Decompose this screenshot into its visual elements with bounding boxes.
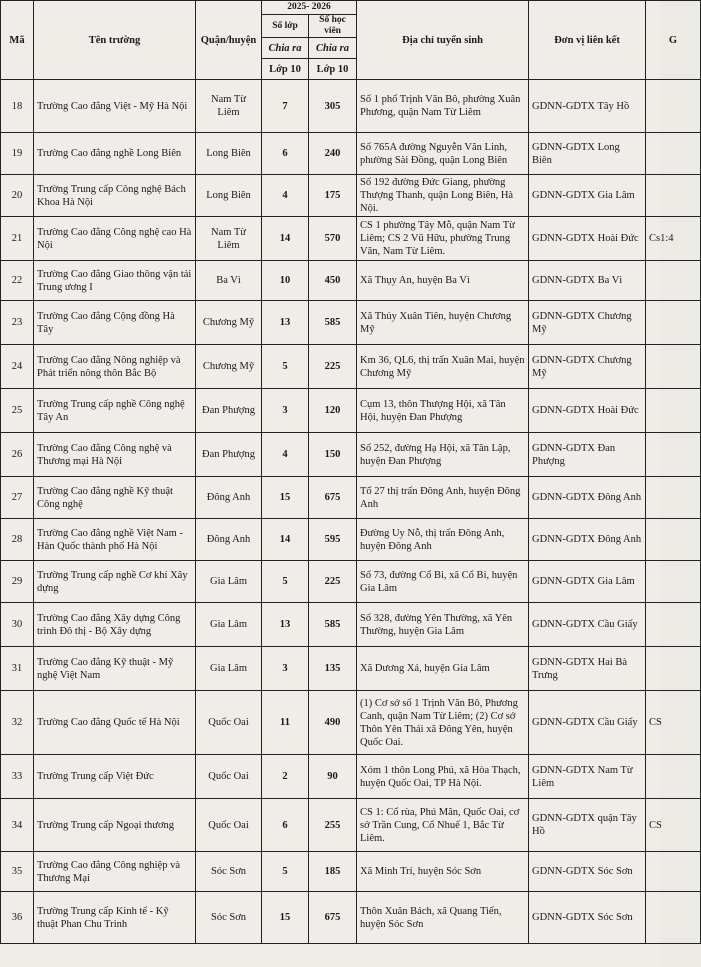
header-so-lop: Số lớp bbox=[262, 15, 309, 38]
row-ma: 23 bbox=[1, 301, 34, 345]
row-extra bbox=[646, 852, 701, 892]
row-dia-chi: Xã Dương Xá, huyện Gia Lâm bbox=[357, 647, 529, 691]
row-extra bbox=[646, 647, 701, 691]
row-quan-huyen: Sóc Sơn bbox=[196, 852, 262, 892]
row-don-vi: GDNN-GDTX Hai Bà Trưng bbox=[529, 647, 646, 691]
row-so-hoc-vien: 585 bbox=[309, 603, 357, 647]
row-so-hoc-vien: 150 bbox=[309, 433, 357, 477]
header-chia-ra-1: Chia ra bbox=[262, 38, 309, 59]
row-quan-huyen: Nam Từ Liêm bbox=[196, 80, 262, 133]
row-so-lop: 14 bbox=[262, 519, 309, 561]
row-extra bbox=[646, 175, 701, 217]
header-year: 2025- 2026 bbox=[262, 1, 357, 15]
header-so-hoc-vien: Số học viên bbox=[309, 15, 357, 38]
row-extra: Cs1:4 bbox=[646, 217, 701, 261]
row-so-lop: 15 bbox=[262, 892, 309, 944]
row-don-vi: GDNN-GDTX Hoài Đức bbox=[529, 389, 646, 433]
table-row bbox=[1, 80, 701, 133]
row-so-lop: 4 bbox=[262, 175, 309, 217]
table-row bbox=[1, 301, 701, 345]
row-ten-truong: Trường Cao đẳng Cộng đồng Hà Tây bbox=[34, 301, 196, 345]
row-so-hoc-vien: 675 bbox=[309, 477, 357, 519]
row-ten-truong: Trường Cao đẳng Xây dựng Công trình Đô thị - Bộ Xây dựng bbox=[34, 603, 196, 647]
row-ten-truong: Trường Trung cấp Kinh tế - Kỹ thuật Phan Chu Trinh bbox=[34, 892, 196, 944]
table-row bbox=[1, 261, 701, 301]
row-dia-chi: Xóm 1 thôn Long Phú, xã Hòa Thạch, huyện Quốc Oai, TP Hà Nội. bbox=[357, 755, 529, 799]
row-dia-chi: Số 328, đường Yên Thường, xã Yên Thường, huyện Gia Lâm bbox=[357, 603, 529, 647]
row-extra: CS bbox=[646, 691, 701, 755]
row-dia-chi: Đường Uy Nỗ, thị trấn Đông Anh, huyện Đông Anh bbox=[357, 519, 529, 561]
row-don-vi: GDNN-GDTX Sóc Sơn bbox=[529, 852, 646, 892]
row-don-vi: GDNN-GDTX Sóc Sơn bbox=[529, 892, 646, 944]
header-don-vi: Đơn vị liên kết bbox=[529, 1, 646, 80]
row-extra bbox=[646, 345, 701, 389]
row-ma: 20 bbox=[1, 175, 34, 217]
table-row bbox=[1, 755, 701, 799]
row-ten-truong: Trường Trung cấp nghề Cơ khí Xây dựng bbox=[34, 561, 196, 603]
row-so-lop: 3 bbox=[262, 389, 309, 433]
row-ma: 25 bbox=[1, 389, 34, 433]
row-extra bbox=[646, 603, 701, 647]
row-extra bbox=[646, 755, 701, 799]
row-quan-huyen: Gia Lâm bbox=[196, 561, 262, 603]
row-ten-truong: Trường Cao đẳng Việt - Mỹ Hà Nội bbox=[34, 80, 196, 133]
row-extra bbox=[646, 561, 701, 603]
row-dia-chi: Số 73, đường Cổ Bi, xã Cổ Bi, huyện Gia Lâm bbox=[357, 561, 529, 603]
row-ma: 32 bbox=[1, 691, 34, 755]
row-extra bbox=[646, 261, 701, 301]
row-so-lop: 13 bbox=[262, 603, 309, 647]
row-so-lop: 15 bbox=[262, 477, 309, 519]
row-ten-truong: Trường Cao đẳng nghề Kỹ thuật Công nghệ bbox=[34, 477, 196, 519]
header-quan-huyen: Quận/huyện bbox=[196, 1, 262, 80]
row-so-hoc-vien: 255 bbox=[309, 799, 357, 852]
row-so-hoc-vien: 240 bbox=[309, 133, 357, 175]
row-so-hoc-vien: 175 bbox=[309, 175, 357, 217]
row-quan-huyen: Quốc Oai bbox=[196, 799, 262, 852]
row-ma: 24 bbox=[1, 345, 34, 389]
row-ma: 31 bbox=[1, 647, 34, 691]
row-extra: CS bbox=[646, 799, 701, 852]
row-so-lop: 2 bbox=[262, 755, 309, 799]
row-dia-chi: Xã Thủy Xuân Tiên, huyện Chương Mỹ bbox=[357, 301, 529, 345]
row-dia-chi: (1) Cơ sở số 1 Trịnh Văn Bô, Phương Canh, quận Nam Từ Liêm; (2) Cơ sở Thôn Yên Thái xã Đông Yên, huyện Quốc Oai. bbox=[357, 691, 529, 755]
row-ten-truong: Trường Cao đẳng Giao thông vận tải Trung ương I bbox=[34, 261, 196, 301]
row-don-vi: GDNN-GDTX Cầu Giấy bbox=[529, 691, 646, 755]
row-dia-chi: Km 36, QL6, thị trấn Xuân Mai, huyện Chương Mỹ bbox=[357, 345, 529, 389]
row-dia-chi: Số 1 phố Trịnh Văn Bô, phường Xuân Phương, quận Nam Từ Liêm bbox=[357, 80, 529, 133]
row-ma: 29 bbox=[1, 561, 34, 603]
row-so-lop: 6 bbox=[262, 799, 309, 852]
row-dia-chi: Thôn Xuân Bách, xã Quang Tiến, huyện Sóc Sơn bbox=[357, 892, 529, 944]
table-row bbox=[1, 175, 701, 217]
row-ten-truong: Trường Cao đẳng Quốc tế Hà Nội bbox=[34, 691, 196, 755]
row-so-hoc-vien: 225 bbox=[309, 345, 357, 389]
row-don-vi: GDNN-GDTX Đông Anh bbox=[529, 519, 646, 561]
row-don-vi: GDNN-GDTX Ba Vì bbox=[529, 261, 646, 301]
header-dia-chi: Địa chỉ tuyển sinh bbox=[357, 1, 529, 80]
row-ma: 30 bbox=[1, 603, 34, 647]
table-row bbox=[1, 519, 701, 561]
row-quan-huyen: Gia Lâm bbox=[196, 647, 262, 691]
row-quan-huyen: Ba Vì bbox=[196, 261, 262, 301]
row-quan-huyen: Quốc Oai bbox=[196, 755, 262, 799]
table-row bbox=[1, 561, 701, 603]
row-so-hoc-vien: 305 bbox=[309, 80, 357, 133]
row-don-vi: GDNN-GDTX Đan Phượng bbox=[529, 433, 646, 477]
row-don-vi: GDNN-GDTX Chương Mỹ bbox=[529, 345, 646, 389]
row-so-lop: 11 bbox=[262, 691, 309, 755]
row-quan-huyen: Đông Anh bbox=[196, 477, 262, 519]
row-ma: 35 bbox=[1, 852, 34, 892]
row-quan-huyen: Nam Từ Liêm bbox=[196, 217, 262, 261]
row-dia-chi: CS 1 phường Tây Mỗ, quận Nam Từ Liêm; CS 2 Vũ Hữu, phường Trung Văn, Nam Từ Liêm. bbox=[357, 217, 529, 261]
row-ten-truong: Trường Cao đẳng Công nghệ và Thương mại Hà Nội bbox=[34, 433, 196, 477]
table-row bbox=[1, 691, 701, 755]
row-don-vi: GDNN-GDTX Cầu Giấy bbox=[529, 603, 646, 647]
row-extra bbox=[646, 433, 701, 477]
table-row bbox=[1, 433, 701, 477]
row-quan-huyen: Quốc Oai bbox=[196, 691, 262, 755]
row-so-hoc-vien: 185 bbox=[309, 852, 357, 892]
row-so-lop: 4 bbox=[262, 433, 309, 477]
row-quan-huyen: Đông Anh bbox=[196, 519, 262, 561]
row-so-hoc-vien: 450 bbox=[309, 261, 357, 301]
row-so-lop: 3 bbox=[262, 647, 309, 691]
row-ten-truong: Trường Cao đẳng Công nghiệp và Thương Mại bbox=[34, 852, 196, 892]
row-dia-chi: Xã Minh Trí, huyện Sóc Sơn bbox=[357, 852, 529, 892]
row-don-vi: GDNN-GDTX Nam Từ Liêm bbox=[529, 755, 646, 799]
row-dia-chi: Cụm 13, thôn Thượng Hội, xã Tân Hội, huyện Đan Phượng bbox=[357, 389, 529, 433]
header-chia-ra-2: Chia ra bbox=[309, 38, 357, 59]
row-don-vi: GDNN-GDTX Đông Anh bbox=[529, 477, 646, 519]
row-so-lop: 10 bbox=[262, 261, 309, 301]
row-don-vi: GDNN-GDTX Chương Mỹ bbox=[529, 301, 646, 345]
row-dia-chi: Xã Thụy An, huyện Ba Vì bbox=[357, 261, 529, 301]
row-extra bbox=[646, 477, 701, 519]
row-don-vi: GDNN-GDTX Hoài Đức bbox=[529, 217, 646, 261]
row-dia-chi: CS 1: Cổ rùa, Phú Mãn, Quốc Oai, cơ sở Trần Cung, Cổ Nhuế 1, Bắc Từ Liêm. bbox=[357, 799, 529, 852]
row-ten-truong: Trường Cao đẳng nghề Việt Nam - Hàn Quốc thành phố Hà Nội bbox=[34, 519, 196, 561]
row-so-lop: 5 bbox=[262, 852, 309, 892]
row-quan-huyen: Đan Phượng bbox=[196, 389, 262, 433]
row-ma: 21 bbox=[1, 217, 34, 261]
table-row bbox=[1, 345, 701, 389]
row-so-hoc-vien: 490 bbox=[309, 691, 357, 755]
row-ma: 28 bbox=[1, 519, 34, 561]
row-extra bbox=[646, 389, 701, 433]
row-so-lop: 13 bbox=[262, 301, 309, 345]
row-so-hoc-vien: 225 bbox=[309, 561, 357, 603]
row-ten-truong: Trường Trung cấp Việt Đức bbox=[34, 755, 196, 799]
row-don-vi: GDNN-GDTX Tây Hồ bbox=[529, 80, 646, 133]
row-so-lop: 6 bbox=[262, 133, 309, 175]
row-ma: 36 bbox=[1, 892, 34, 944]
row-ma: 33 bbox=[1, 755, 34, 799]
row-don-vi: GDNN-GDTX Gia Lâm bbox=[529, 175, 646, 217]
row-ma: 27 bbox=[1, 477, 34, 519]
table-row bbox=[1, 133, 701, 175]
table-row bbox=[1, 603, 701, 647]
row-quan-huyen: Đan Phượng bbox=[196, 433, 262, 477]
row-extra bbox=[646, 80, 701, 133]
row-don-vi: GDNN-GDTX Gia Lâm bbox=[529, 561, 646, 603]
row-so-hoc-vien: 595 bbox=[309, 519, 357, 561]
row-dia-chi: Số 252, đường Hạ Hội, xã Tân Lập, huyện Đan Phượng bbox=[357, 433, 529, 477]
header-last: G bbox=[646, 1, 701, 80]
row-ten-truong: Trường Trung cấp Công nghệ Bách Khoa Hà Nội bbox=[34, 175, 196, 217]
row-so-hoc-vien: 135 bbox=[309, 647, 357, 691]
row-quan-huyen: Long Biên bbox=[196, 175, 262, 217]
row-ten-truong: Trường Trung cấp nghề Công nghệ Tây An bbox=[34, 389, 196, 433]
row-extra bbox=[646, 892, 701, 944]
row-don-vi: GDNN-GDTX quận Tây Hồ bbox=[529, 799, 646, 852]
table-row bbox=[1, 852, 701, 892]
header-lop10-2: Lớp 10 bbox=[309, 59, 357, 80]
row-ma: 22 bbox=[1, 261, 34, 301]
row-extra bbox=[646, 519, 701, 561]
row-so-hoc-vien: 90 bbox=[309, 755, 357, 799]
row-ten-truong: Trường Cao đẳng Công nghệ cao Hà Nội bbox=[34, 217, 196, 261]
row-quan-huyen: Chương Mỹ bbox=[196, 301, 262, 345]
table-row bbox=[1, 799, 701, 852]
row-so-hoc-vien: 120 bbox=[309, 389, 357, 433]
row-dia-chi: Tổ 27 thị trấn Đông Anh, huyện Đông Anh bbox=[357, 477, 529, 519]
table-row bbox=[1, 389, 701, 433]
row-ma: 19 bbox=[1, 133, 34, 175]
header-ten-truong: Tên trường bbox=[34, 1, 196, 80]
row-so-lop: 14 bbox=[262, 217, 309, 261]
table-row bbox=[1, 647, 701, 691]
row-quan-huyen: Gia Lâm bbox=[196, 603, 262, 647]
row-so-lop: 7 bbox=[262, 80, 309, 133]
header-lop10-1: Lớp 10 bbox=[262, 59, 309, 80]
row-so-hoc-vien: 585 bbox=[309, 301, 357, 345]
row-so-hoc-vien: 675 bbox=[309, 892, 357, 944]
row-ten-truong: Trường Cao đẳng Kỹ thuật - Mỹ nghệ Việt Nam bbox=[34, 647, 196, 691]
row-so-lop: 5 bbox=[262, 345, 309, 389]
table-row bbox=[1, 477, 701, 519]
table-row bbox=[1, 217, 701, 261]
row-ma: 26 bbox=[1, 433, 34, 477]
row-ten-truong: Trường Trung cấp Ngoại thương bbox=[34, 799, 196, 852]
header-ma: Mã bbox=[1, 1, 34, 80]
row-so-lop: 5 bbox=[262, 561, 309, 603]
row-don-vi: GDNN-GDTX Long Biên bbox=[529, 133, 646, 175]
row-extra bbox=[646, 301, 701, 345]
row-ten-truong: Trường Cao đẳng nghề Long Biên bbox=[34, 133, 196, 175]
row-extra bbox=[646, 133, 701, 175]
row-dia-chi: Số 765A đường Nguyễn Văn Linh, phường Sài Đồng, quận Long Biên bbox=[357, 133, 529, 175]
row-ma: 34 bbox=[1, 799, 34, 852]
row-ten-truong: Trường Cao đẳng Nông nghiệp và Phát triển nông thôn Bắc Bộ bbox=[34, 345, 196, 389]
row-ma: 18 bbox=[1, 80, 34, 133]
row-dia-chi: Số 192 đường Đức Giang, phường Thượng Thanh, quận Long Biên, Hà Nội. bbox=[357, 175, 529, 217]
row-quan-huyen: Long Biên bbox=[196, 133, 262, 175]
row-quan-huyen: Chương Mỹ bbox=[196, 345, 262, 389]
row-quan-huyen: Sóc Sơn bbox=[196, 892, 262, 944]
table-row bbox=[1, 892, 701, 944]
row-so-hoc-vien: 570 bbox=[309, 217, 357, 261]
